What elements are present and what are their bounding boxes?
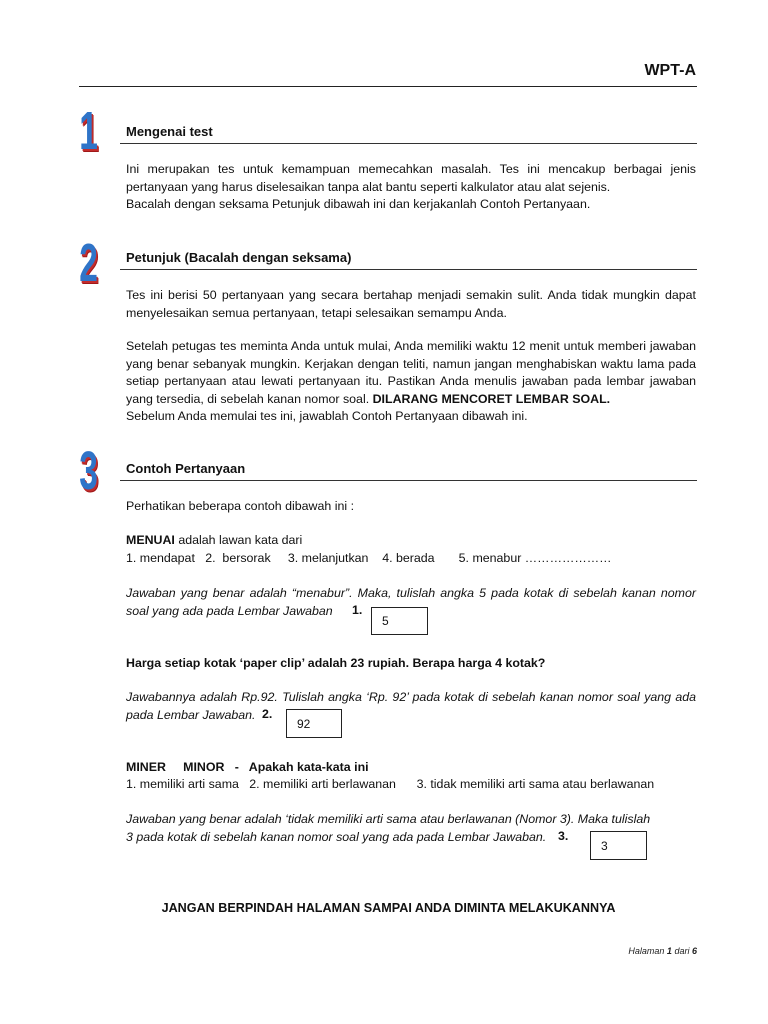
- example-1-keyword: MENUAI: [126, 533, 175, 547]
- instructions-paragraph-1: Tes ini berisi 50 pertanyaan yang secara bertahap menjadi semakin sulit. Anda tidak mungkin dapat menyelesaikan semua pertanyaan, tetapi selesaikan semampu Anda.: [126, 288, 696, 320]
- section-number-1: 1: [79, 101, 98, 161]
- section-number-3: 3: [79, 441, 98, 501]
- section-rule: [120, 269, 697, 270]
- page-label: Halaman: [628, 946, 665, 956]
- section-title-instructions: Petunjuk (Bacalah dengan seksama): [126, 250, 352, 265]
- document-code: WPT-A: [644, 62, 696, 79]
- do-not-turn-page-warning: JANGAN BERPINDAH HALAMAN SAMPAI ANDA DIMINTA MELAKUKANNYA: [161, 901, 616, 915]
- section-title-examples: Contoh Pertanyaan: [126, 461, 246, 476]
- example-2-prompt: Harga setiap kotak ‘paper clip’ adalah 23 rupiah. Berapa harga 4 kotak?: [126, 656, 546, 670]
- example-1-number: 1.: [352, 603, 363, 617]
- example-3-options: 1. memiliki arti sama 2. memiliki arti berlawanan 3. tidak memiliki arti sama atau berlawanan: [126, 777, 655, 791]
- about-paragraph-1: Ini merupakan tes untuk kemampuan memecahkan masalah. Tes ini mencakup berbagai jenis pertanyaan yang harus diselesaikan tanpa alat bantu seperti kalkulator atau alat sejenis.: [126, 162, 696, 194]
- example-3-answer-box: 3: [590, 831, 647, 860]
- section-rule: [120, 480, 697, 481]
- example-3-explanation-2: 3 pada kotak di sebelah kanan nomor soal yang ada pada Lembar Jawaban.: [126, 830, 547, 844]
- instructions-text: Setelah petugas tes meminta Anda untuk mulai, Anda memiliki waktu 12 menit untuk memberi jawaban yang benar sebanyak mungkin. Kerjakan dengan teliti, namun jangan menghabiskan waktu lama pada setiap pertanyaan atau lewati pertanyaan itu. Pastikan Anda menulis jawaban pada lembar jawaban yang tersedia, di sebelah kanan nomor soal.: [126, 339, 696, 406]
- page-of: dari: [674, 946, 690, 956]
- example-2-answer-box: 92: [286, 709, 342, 738]
- page-current: 1: [666, 946, 672, 956]
- example-1-prompt: [126, 532, 696, 550]
- example-2-explanation: [126, 689, 696, 724]
- instructions-paragraph-3: Sebelum Anda memulai tes ini, jawablah Contoh Pertanyaan dibawah ini.: [126, 409, 528, 423]
- example-1-options: 1. mendapat 2. bersorak 3. melanjutkan 4. berada 5. menabur …………………: [126, 551, 612, 565]
- example-2-answer-text: Jawabannya adalah Rp.92. Tulislah angka ‘Rp. 92’ pada kotak di sebelah kanan nomor soal yang ada pada Lembar Jawaban.: [126, 690, 696, 722]
- no-marking-warning: DILARANG MENCORET LEMBAR SOAL.: [372, 391, 611, 406]
- instructions-paragraph-2: [126, 338, 696, 408]
- example-3-prompt: MINER MINOR - Apakah kata-kata ini: [126, 760, 369, 774]
- examples-intro: Perhatikan beberapa contoh dibawah ini :: [126, 499, 355, 513]
- example-3-number: 3.: [558, 829, 569, 843]
- example-1-answer-box: 5: [371, 607, 428, 635]
- example-2-number: 2.: [262, 707, 273, 721]
- section-title-about: Mengenai test: [126, 124, 213, 139]
- section-number-2: 2: [79, 233, 98, 293]
- example-3-explanation-1: Jawaban yang benar adalah ‘tidak memiliki arti sama atau berlawanan (Nomor 3). Maka tulislah: [126, 812, 651, 826]
- example-1-answer-text: Jawaban yang benar adalah “menabur”. Maka, tulislah angka 5 pada kotak di sebelah kanan nomor soal yang ada pada Lembar Jawaban: [126, 586, 696, 618]
- page-number: [560, 946, 697, 956]
- example-1-prompt-text: adalah lawan kata dari: [174, 533, 303, 547]
- section-rule: [120, 143, 697, 144]
- page-total: 6: [691, 946, 697, 956]
- header-rule: [79, 86, 697, 87]
- about-paragraph-2: Bacalah dengan seksama Petunjuk dibawah ini dan kerjakanlah Contoh Pertanyaan.: [126, 197, 591, 211]
